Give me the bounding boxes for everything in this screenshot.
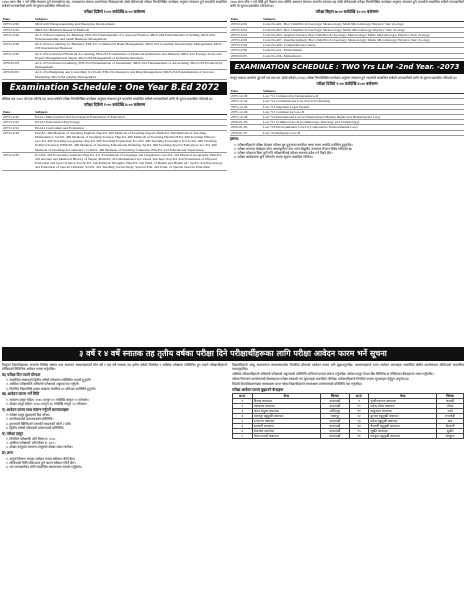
centers-cell: कास्की: [437, 399, 464, 404]
date-header: Date: [2, 17, 34, 22]
exam-subject: Law 716 International Law-II (International Human Rights and Humanitarian Law): [262, 114, 464, 119]
section-item: ३. हालसालै खिचिएको पासपोर्ट साइजको फोटो २ प्रति।: [6, 421, 72, 426]
exam-date: 2075/12/24: [230, 32, 262, 37]
section-item: २. तोकिएको मिति पछि प्राप्त हुने फारम स्वीकार गरिने छैन।: [6, 460, 76, 465]
centers-cell: बुटवल बहुमुखी क्याम्पस: [369, 414, 437, 419]
exam-subject: Code No.409- Computational Course: [262, 43, 464, 48]
exam-date: 2076/01/05: [2, 70, 34, 79]
centers-column-header: केन्द्र: [252, 394, 320, 399]
exam-subject: Eco.Ed. 416 Economics Analysis; Eng.Ed. 411 Foundations of Language and Linguistics; Geo.Ed. 416 Physical Geography; Hist.Ed. 416 Ancient and Medieval History of Nepal; Math.Ed. 416 Mathematics for school Teachers; Pop.Ed. 416 Foundation of Physical Education and Sport Science; Pol.Sc.Ed. 416 Political Thoughts; Hpe.Ed. 416 Fund. of Health and Health ed.; Sp.Ed. 416 Psychology and Education of Special Children; Sci.Ed. 416 Teaching Social Study; Special Edu. 416 Fund. of Special Need in Education: [34, 152, 227, 170]
schedule-row: [230, 32, 464, 37]
subjects-header: Subjects: [262, 17, 464, 22]
left-column: [2, 0, 227, 171]
llm-notes-title: द्रष्टव्य:: [230, 137, 239, 142]
exam-date: 2075/12/28: [2, 42, 34, 51]
centers-cell: भक्तपुर बहुमुखी क्याम्पस: [252, 414, 320, 419]
section-title: ख) आवेदन फारम भर्ने मिति: [2, 392, 40, 397]
exam-date: 2075/12/22: [2, 27, 34, 32]
centers-column-header: जिल्ला: [320, 394, 349, 399]
centers-table: [232, 393, 464, 439]
exam-subject: Code No.407- Interdisciplinary/ Bot/ Chm/Env.Sc/Geology/ Meteorology/ Math/ Microbiology/ Physics/ Stat/ Zoology: [262, 38, 464, 43]
application-form-banner: ३ वर्षे र ४ वर्षे स्नातक तह तृतीय वर्षका परीक्षा दिने परीक्षार्थीहरूका लागि परीक्षा आवेदन फारम भर्ने सूचना: [2, 347, 464, 361]
exam-subject: Code No.456- Mathematics: [262, 53, 464, 58]
bed-exam-title: Examination Schedule : One Year B.Ed 2072: [2, 82, 227, 95]
centers-cell: काठमाडौं: [320, 429, 349, 434]
exam-subject: MGT-220 Entrepreneurship and Enterprise Development: [34, 22, 227, 27]
llm-intro: कानुन संकाय अन्तर्गत दुई वर्षे एल.एल.एम. दोस्रो वर्षको (२०७३) परीक्षा निम्नलिखित कार्यक्रम अनुसार संचालन हुने भएकोले सम्बन्धित सबैको जानकारीको लागि यो सूचना प्रकाशित गरिएको छ।: [230, 75, 457, 80]
application-notice-left: [2, 363, 227, 469]
centers-cell: धनकुटा: [437, 434, 464, 439]
section-item: १. परीक्षा दस्तुर बुझाएको बैंक भौचर।: [6, 413, 51, 418]
exam-date: 2076-01-05: [230, 125, 262, 130]
schedule-row: [230, 38, 464, 43]
centers-cell: सरस्वती क्याम्पस: [252, 424, 320, 429]
notice-paragraph: आंशिक परीक्षार्थीहरूले अघिल्लो परीक्षाको अङ्कपत्रको प्रतिलिपि अनिवार्य रूपमा संलग्न गर्नुपर्नेछ। परीक्षा दस्तुर नेपाल बैंक लिमिटेड वा तोकिएका बैंकहरूमा जम्मा गर्नुपर्नेछ।: [232, 372, 434, 377]
centers-cell: नेपाल कमर्स क्याम्पस: [252, 434, 320, 439]
section-item: ३. नियमित विद्यार्थीको हकमा कक्षामा कम्तीमा ७० प्रतिशत उपस्थिति हुनुपर्ने।: [6, 386, 96, 391]
centers-cell: कैलाली बहुमुखी क्याम्पस: [369, 424, 437, 429]
subjects-header: Subjects: [34, 17, 227, 22]
centers-row: [233, 434, 464, 439]
centers-cell: कैलाली: [437, 424, 464, 429]
exam-subject: ACC-254 Budgeting and Controlling for Profit; FIN-254 Insurance and Risk Management; MKT-254 Fundamentals of Services Marketing; MGT-254 Quality Management: [34, 70, 227, 79]
exam-subject: Ed.411 Philosophical and Sociological Foundation of Education: [34, 115, 227, 120]
right-column: [230, 0, 464, 160]
date-header: Date: [230, 17, 262, 22]
centers-cell: काठमाडौं: [320, 419, 349, 424]
schedule-row: [2, 152, 227, 170]
centers-cell: धनकुटा बहुमुखी क्याम्पस: [369, 434, 437, 439]
exam-subject: Code No.403- Bot/ Chm/Env.Sc/Geology/ Meteorology/ Math/ Microbiology/ Physics/ Stat/ Zoology: [262, 27, 464, 32]
centers-cell: दाङ: [437, 419, 464, 424]
llm-schedule-table: [230, 89, 464, 136]
llm-schedule-body: [230, 94, 464, 136]
section-item: २. नागरिकताको प्रमाणपत्रको प्रतिलिपि।: [6, 417, 54, 422]
management-time-notice: परीक्षा दिउँसो १:०० बजेदेखि ४:०० बजेसम्म: [83, 9, 146, 15]
exam-subject: Ed.412 Educational Psychology: [34, 120, 227, 125]
centers-cell: १: [233, 399, 253, 404]
centers-cell: ५: [233, 419, 253, 424]
centers-cell: १४: [349, 424, 369, 429]
exam-subject: MKT-221 Business Research Methods: [34, 27, 227, 32]
section-item: १. नियमित परीक्षार्थी: प्रति विषय रु. ३५०/-: [6, 437, 57, 442]
exam-date: 2075/12/30: [230, 48, 262, 53]
section-item: ३. दोब्बर दस्तुरमा सामान्य दस्तुरको दोब्बर रकम लाग्नेछ।: [6, 445, 73, 450]
llm-notes: [230, 143, 464, 160]
exam-date: 2075/12/28: [2, 130, 34, 152]
centers-cell: रत्नराज्य क्याम्पस: [252, 419, 320, 424]
centers-cell: १६: [349, 434, 369, 439]
exam-date: 2075/12/22: [230, 27, 262, 32]
exam-subject: Law 718 Environmental Law-II (Comparative Environmental Law): [262, 125, 464, 130]
exam-date: 2075/12/20: [230, 22, 262, 27]
exam-date: 2075/12/30: [2, 152, 34, 170]
centers-table-body: [233, 399, 464, 439]
centers-column-header: क्र.सं.: [233, 394, 253, 399]
exam-subject: ACC-254 Accounting for Business; FIN-251 Commercial Bank Management; MKT-253 Consumer Relationship Management; MGT-253 International Business: [34, 42, 227, 51]
section-title: क) परीक्षा दिन पाउने योग्यता: [2, 372, 41, 377]
centers-cell: भक्तपुर: [320, 414, 349, 419]
science-intro: २०७४ साल पौष १ गते देखि हुने विज्ञान तथा प्रविधि अध्ययन संस्थान अन्तर्गत स्नातक तह दोस्रो सेमेस्टरको परीक्षा निम्नलिखित कार्यक्रम अनुसार संचालन हुने भएकोले सम्बन्धित सबैको जानकारीको लागि यो सूचना प्रकाशित गरिएको छ।: [230, 0, 464, 9]
exam-subject: ACC-258 Accounting for Banking; FIN-255 Fundamentals of Corporate Finance; MKT-256 Fundamentals of Selling; MGT-256 Entrepreneurship and Small Business Management: [34, 32, 227, 41]
centers-cell: ६: [233, 424, 253, 429]
bed-schedule-body: [2, 115, 227, 170]
centers-cell: ठाकुरराम क्याम्पस: [369, 409, 437, 414]
centers-cell: ललितपुर: [320, 409, 349, 414]
schedule-row: [230, 130, 464, 135]
centers-cell: ३: [233, 409, 253, 414]
exam-subject: Law 717 Criminal Law-II (Criminology, Penology and Victimology): [262, 120, 464, 125]
note-item: ३. परीक्षा प्रवेशपत्र बिना कुनै पनि परीक्षार्थीलाई परीक्षा भवनमा प्रवेश गर्न दिइने छैन।: [234, 151, 333, 156]
note-item: १. परीक्षार्थीहरूले परीक्षा केन्द्रमा परीक्षा शुरु हुनुभन्दा कम्तीमा आधा घण्टा अगाडि उपस्थित हुनुपर्नेछ।: [234, 142, 353, 147]
exam-date: 2075/12/24: [2, 125, 34, 130]
application-sections: [2, 373, 227, 470]
centers-cell: ७: [233, 429, 253, 434]
centers-cell: काठमाडौं: [320, 404, 349, 409]
application-intro: त्रिभुवन विश्वविद्यालय अन्तर्गत विभिन्न संकाय तथा अध्ययन संस्थानहरूको तीन वर्षे र चार वर्षे स्नातक तह तृतीय वर्षको नियमित र आंशिक परीक्षामा सम्मिलित हुन चाहने परीक्षार्थीहरूले तोकिएको मितिभित्र आवेदन फारम भर्नुपर्नेछ।: [2, 363, 227, 372]
centers-cell: काठमाडौं: [320, 434, 349, 439]
exam-subject: Law 714 Constitutional Law-II (Civil Liberties): [262, 99, 464, 104]
exam-date: 2076/01/03: [2, 61, 34, 70]
management-intro: २०७४ साल पौष १ गते देखि संचालन हुने स्नातकोत्तर तह, व्यवस्थापन संकाय अन्तर्गतका विषयहरूको दोस्रो सेमेस्टरको परीक्षा निम्नलिखित कार्यक्रम अनुसार संचालन हुने भएकोले सम्बन्धित सबैको जानकारीको लागि यो सूचना प्रकाशित गरिएको छ।: [2, 0, 227, 9]
llm-time-notice: परीक्षा दिउँसो १:०० बजेदेखि ४:०० बजेसम्म: [316, 80, 378, 86]
exam-date: 2075/12/30: [2, 51, 34, 60]
notice-paragraph: परीक्षा नियन्त्रण कार्यालयको वेबसाइटमा परीक्षा सम्बन्धी थप सूचनाहरू प्रकाशित गरिनेछ। परीक्षार्थीहरूले नियमित रूपमा सूचनाहरू हेर्नुहुन अनुरोध छ।: [232, 377, 410, 382]
notice-paragraph: विदेशी विश्वविद्यालयबाट समकक्षता प्राप्त गरेका विद्यार्थीहरूले समकक्षता प्रमाणपत्रको प्रतिलिपि पेश गर्नुपर्नेछ।: [232, 382, 363, 387]
exam-date: 2075/12/20: [2, 22, 34, 27]
exam-date: 2076-01-03: [230, 120, 262, 125]
centers-cell: १०: [349, 404, 369, 409]
centers-cell: महेन्द्र मोरङ क्याम्पस: [369, 404, 437, 409]
centers-cell: १३: [349, 419, 369, 424]
application-paragraphs: [232, 363, 464, 386]
centers-cell: शंकरदेव क्याम्पस: [252, 429, 320, 434]
exam-date: 2075-12-28: [230, 114, 262, 119]
schedule-row: [230, 53, 464, 58]
schedule-row: [2, 61, 227, 70]
exam-subject: Eng.Ed. 490 Methods of Teaching English; Nep.Ed. 490 Methods of Teaching Nepali; Math.Ed. 490 Methods of Teaching Mathematics; Sci.Ed. 490 Methods of Teaching Science; Hpe.Ed. 490 Methods of Teaching Health; H.Ed. 490 Teaching History; Geo.Ed. 490 Teaching Geography; Pop.Ed. 490 Teaching Population; Eco.Ed. 490 Teaching Economics; Pol.Sc.Ed. 490 Teaching Political Science; EPM.Ed. 490 Methods of Teaching Educational Planning; Sp.Ed. 490 Teaching Special Education; Acc.Ed. 490 Methods of Teaching Accountancy; Com.Ed. 490 Methods of Teaching Computer; Edu.Ed. 413 Educational Supervision: [34, 130, 227, 152]
centers-cell: महेन्द्र बहुमुखी क्याम्पस: [369, 419, 437, 424]
section-item: १. अपूर्ण विवरण भएका आवेदन फारम स्वीकार गरिने छैन।: [6, 456, 76, 461]
exam-subject: Code No.401- Bot/ Chm/Env.Sc/Geology/ Meteorology/ Math Microbiology/ Physics/ Stat/ Zoology: [262, 22, 464, 27]
exam-subject: Code No.405- Applied Science/ Bot/ Chm/Env.Sc/Geology/ Meteorology/ Math/ Microbiology/ Physics/ Stat/ Zoology: [262, 32, 464, 37]
exam-date: 2075/12/22: [2, 120, 34, 125]
centers-cell: ११: [349, 409, 369, 414]
section-item: ३. थप जानकारीका लागि सम्बन्धित क्याम्पसमा सम्पर्क गर्नुहोला।: [6, 465, 82, 470]
centers-cell: पर्सा: [437, 409, 464, 414]
bed-schedule-table: [2, 110, 227, 171]
centers-cell: ८: [233, 434, 253, 439]
science-schedule-body: [230, 22, 464, 58]
exam-date: 2075-12-22: [230, 99, 262, 104]
centers-column-header: केन्द्र: [369, 394, 437, 399]
exam-subject: Law 713 Nepalese Legal System: [262, 104, 464, 109]
section-title: ङ) अन्य: [2, 451, 13, 456]
exam-subject: ACC-253 Advanced Auditing; FIN-253 Fundamentals of Investment; MKT-254 Fundamentals of Advertising; MGT-253 Productivity Management: [34, 61, 227, 70]
exam-date: 2076-01-07: [230, 130, 262, 135]
exam-date: 2075-12-20: [230, 94, 262, 99]
exam-subject: Ed.414 Curriculum and Evaluation: [34, 125, 227, 130]
centers-cell: १२: [349, 414, 369, 419]
schedule-row: [2, 42, 227, 51]
exam-date: 2075/12/28: [230, 43, 262, 48]
exam-date: 2075-12-26: [230, 109, 262, 114]
section-item: १. सामान्य दस्तुर सहित: २०७५ फागुन ०१ गतेदेखि फागुन १५ गतेसम्म।: [6, 397, 89, 402]
management-schedule-body: [2, 22, 227, 79]
centers-cell: २: [233, 404, 253, 409]
management-schedule-table: [2, 17, 227, 80]
exam-date: 2075/12/26: [230, 38, 262, 43]
exam-date: 2075-12-24: [230, 104, 262, 109]
section-item: २. आंशिक परीक्षार्थी: प्रति विषय रु. ४००/-: [6, 441, 57, 446]
exam-subject: ACC-252 Advanced Financial Accounting; FIN-252 Foundations of Financial Institutions and Markets; MKT-252 Foreign Trade and Export Management in Nepal; MGT-254 Management of Industrial Relations: [34, 51, 227, 60]
centers-cell: पाटन संयुक्त क्याम्पस: [252, 409, 320, 414]
subjects-header: Subjects: [262, 89, 464, 94]
centers-cell: ४: [233, 414, 253, 419]
centers-table-title: परीक्षा आवेदन फारम बुझाउने केन्द्रहरू: [232, 387, 284, 392]
exam-subject: Law 715 Commercial Law-II: [262, 109, 464, 114]
subjects-header: Subjects: [34, 110, 227, 115]
centers-cell: काठमाडौं: [320, 424, 349, 429]
centers-cell: पृथ्वीनारायण क्याम्पस: [369, 399, 437, 404]
schedule-row: [2, 130, 227, 152]
centers-cell: काठमाडौं: [320, 399, 349, 404]
science-schedule-table: [230, 17, 464, 59]
schedule-row: [2, 51, 227, 60]
centers-column-header: क्र.सं.: [349, 394, 369, 399]
notice-paragraph: विद्यार्थीहरूले आफू अध्ययनरत क्याम्पसमार्फत निर्धारित ढाँचाको आवेदन फारम भरी बुझाउनुपर्नेछ। क्याम्पसहरूले प्राप्त आवेदन फारमहरू सम्बन्धित क्षेत्रीय कार्यालयमा तोकिएको समयभित्र पठाउनुपर्नेछ।: [232, 363, 464, 372]
note-item: २. परीक्षा भवनमा मोबाइल फोन, क्याल्कुलेटर तथा अन्य विद्युतीय उपकरण लैजान निषेध गरिएको छ।: [234, 146, 353, 151]
section-item: २. आंशिक परीक्षार्थीले अघिल्लो परीक्षाको अङ्कपत्र पेश गर्नुपर्ने।: [6, 382, 80, 387]
exam-date: 2076/01/05: [230, 53, 262, 58]
schedule-row: [2, 70, 227, 79]
date-header: Date: [2, 110, 34, 115]
date-header: Date: [230, 89, 262, 94]
exam-subject: Code No.411- Environment: [262, 48, 464, 53]
section-item: २. दोब्बर दस्तुर सहित: २०७५ फागुन १६ गतेदेखि फागुन २५ गतेसम्म।: [6, 402, 87, 406]
centers-cell: ९: [349, 399, 369, 404]
section-item: १. सम्बन्धित संकायको द्वितीय वर्षको परीक्षामा सम्मिलित भएको हुनुपर्ने।: [6, 378, 91, 383]
note-item: ४. परीक्षा कार्यक्रममा कुनै परिवर्तन भएमा सूचना प्रकाशित गरिनेछ।: [234, 155, 313, 160]
centers-cell: रूपन्देही: [437, 414, 464, 419]
centers-cell: पद्मकन्या क्याम्पस: [252, 404, 320, 409]
application-notice-right: [232, 363, 464, 439]
centers-cell: सुर्खेत: [437, 429, 464, 434]
centers-cell: सुर्खेत क्याम्पस: [369, 429, 437, 434]
bed-intro: शैक्षिक सत्र २०७२ को एक वर्षे बि.एड. प्रथम वर्षको परीक्षा निम्नलिखित कार्यक्रम अनुसार संचालन हुने भएकोले सम्बन्धित सबैको जानकारीको लागि यो सूचना प्रकाशित गरिएको छ।: [2, 96, 213, 101]
exam-date: 2075/12/20: [2, 115, 34, 120]
centers-column-header: जिल्ला: [437, 394, 464, 399]
section-title: ग) आवेदन फारम साथ संलग्न गर्नुपर्ने कागजातहरू: [2, 407, 69, 412]
centers-cell: १५: [349, 429, 369, 434]
science-time-notice: परीक्षा बिहान ७:०० बजेदेखि १०:०० बजेसम्म: [315, 9, 379, 15]
exam-subject: Law 719 Religious Law-II: [262, 130, 464, 135]
centers-cell: मोरङ: [437, 404, 464, 409]
llm-exam-title: EXAMINATION SCHEDULE : TWO Yrs LLM -2nd Year. -2073: [230, 61, 464, 74]
exam-subject: Law 711 Comparative Jurisprudence-II: [262, 94, 464, 99]
schedule-row: [2, 32, 227, 41]
section-item: ४. द्वितीय वर्षको परीक्षाको प्रवेशपत्रको प्रतिलिपि।: [6, 425, 65, 430]
section-title: घ) परीक्षा दस्तुर: [2, 431, 24, 436]
exam-date: 2075/12/26: [2, 32, 34, 41]
centers-cell: त्रिचन्द्र क्याम्पस: [252, 399, 320, 404]
bed-time-notice: परीक्षा दिउँसो १:०० बजेदेखि ४:०० बजेसम्म: [83, 101, 146, 107]
